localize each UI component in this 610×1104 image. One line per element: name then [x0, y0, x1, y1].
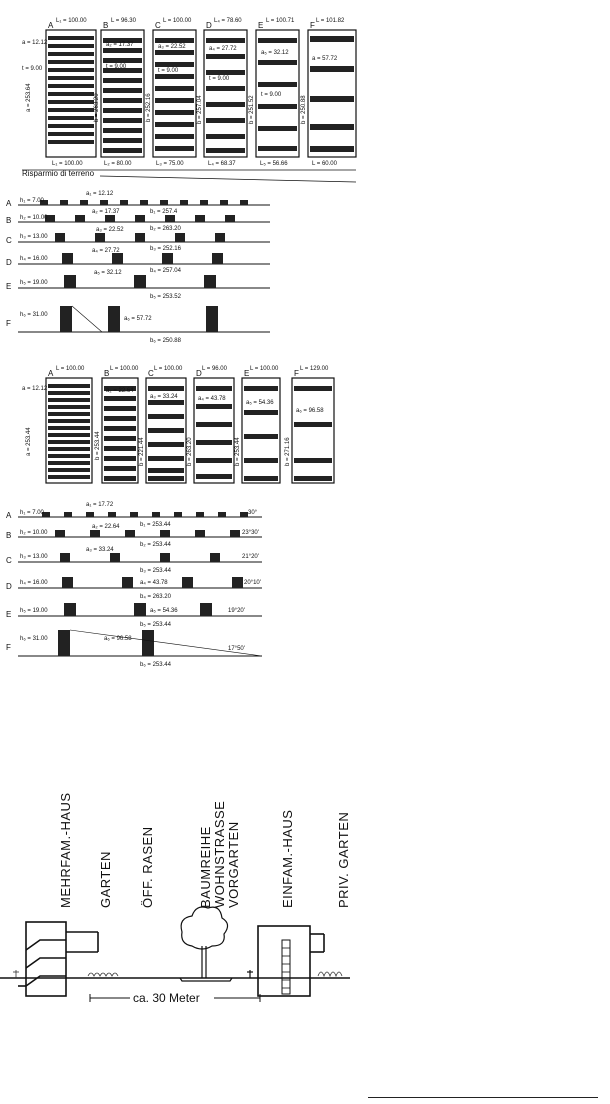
total-label: b = 253.44	[235, 437, 241, 466]
row-letter: C	[6, 236, 12, 245]
label-priv-garten: PRIV. GARTEN	[336, 811, 351, 908]
angle-label: 23°30'	[242, 530, 259, 536]
slab-rows	[103, 38, 142, 153]
spacing-label: a₃ = 22.52	[96, 227, 124, 233]
row-letter: F	[6, 643, 11, 652]
section-row-f	[6, 306, 270, 344]
spacing-label: a₅ = 32.12	[94, 270, 122, 276]
angle-label: 21°20'	[242, 554, 259, 560]
length-label: L = 100.00	[163, 18, 192, 24]
spacing-label: a₅ = 54.36	[150, 608, 178, 614]
length-label: b₃ = 253.44	[140, 568, 171, 574]
panel-letter: F	[294, 369, 299, 378]
plan-panel-a	[22, 18, 96, 167]
length-label: b₁ = 253.44	[140, 522, 171, 528]
panel-letter: B	[104, 369, 110, 378]
height-label: h₁ = 7.00	[20, 198, 44, 204]
length-label: L₁ = 100.00	[56, 18, 87, 24]
height-label: h₆ = 31.00	[20, 312, 48, 318]
label-wohnstrasse: WOHNSTRASSE	[212, 800, 227, 908]
section-row-a	[6, 191, 270, 215]
section-row-c	[6, 547, 262, 574]
panel-letter: A	[48, 21, 54, 30]
spacing-label: t = 9.00	[106, 64, 127, 70]
caption: Risparmio di terreno	[22, 169, 95, 178]
section-row-e	[6, 270, 270, 300]
depth-label: a₆ = 96.58	[296, 408, 324, 414]
row-letter: C	[6, 556, 12, 565]
label-garten: GARTEN	[98, 851, 113, 908]
length-label: L = 129.00	[300, 366, 329, 372]
spacing-label: a₆ = 96.58	[104, 636, 132, 642]
angle-label: 30°	[248, 510, 258, 516]
bottom-length: L₂ = 80.00	[104, 161, 132, 167]
sections-group-2	[6, 502, 262, 668]
total-label: b = 263.20	[94, 93, 100, 122]
spacing-label: a₁ = 12.12	[86, 191, 114, 197]
length-label: L = 96.00	[202, 366, 227, 372]
height-label: h₂ = 10.00	[20, 215, 48, 221]
total-label: b = 253.44	[95, 431, 101, 460]
section-row-c	[6, 227, 270, 252]
spacing-label: a₂ = 22.64	[92, 524, 120, 530]
plans-group-2	[22, 366, 334, 483]
length-label: L = 100.00	[56, 366, 85, 372]
height-label: h₃ = 13.00	[20, 234, 48, 240]
length-label: b₅ = 253.44	[140, 622, 171, 628]
total-label: b = 257.04	[197, 95, 203, 124]
height-label: h₂ = 10.00	[20, 530, 48, 536]
depth-label: a₄ = 27.72	[209, 46, 237, 52]
distance-label: ca. 30 Meter	[133, 991, 200, 1005]
bottom-length: L₅ = 56.66	[260, 161, 288, 167]
sections-group-1	[6, 191, 270, 344]
panel-letter: C	[155, 21, 161, 30]
depth-label: a₄ = 43.78	[198, 396, 226, 402]
label-mehrfam-haus: MEHRFAM.-HAUS	[58, 792, 73, 908]
depth-label: a₃ = 33.24	[150, 394, 178, 400]
panel-letter: C	[148, 369, 154, 378]
label-baumreihe: BAUMREIHE	[198, 826, 213, 908]
height-label: h₅ = 19.00	[20, 608, 48, 614]
row-letter: B	[6, 216, 12, 225]
length-label: b₂ = 263.20	[150, 226, 181, 232]
spacing-label: t = 9.00	[158, 68, 179, 74]
slab-rows	[155, 38, 194, 151]
section-row-d	[6, 577, 262, 600]
total-label: a = 253.44	[26, 427, 32, 456]
depth-label: a = 12.12	[22, 40, 48, 46]
section-row-d	[6, 248, 270, 274]
length-label: b₅ = 253.52	[150, 294, 181, 300]
height-label: h₁ = 7.00	[20, 510, 44, 516]
street-curb-icon	[180, 970, 253, 981]
slab-rows	[48, 36, 94, 144]
bottom-length: L = 60.00	[312, 161, 337, 167]
spacing-label: a₂ = 17.37	[92, 209, 120, 215]
row-letter: E	[6, 610, 12, 619]
street-section	[0, 792, 351, 1005]
label-oeff-rasen: ÖFF. RASEN	[140, 826, 155, 908]
multi-family-house-icon	[18, 922, 98, 996]
panel-letter: D	[196, 369, 202, 378]
panel-letter: E	[258, 21, 264, 30]
length-label: L = 100.00	[110, 366, 139, 372]
section-row-a	[6, 502, 262, 528]
angle-label: 19°20'	[228, 608, 245, 614]
total-label: b = 252.16	[146, 93, 152, 122]
row-letter: A	[6, 511, 12, 520]
angle-label: 20°10'	[244, 580, 261, 586]
plan-panel-e	[249, 18, 299, 167]
plan-panel-c	[139, 366, 186, 483]
length-label: b₆ = 250.88	[150, 338, 181, 344]
length-label: b₄ = 263.20	[140, 594, 171, 600]
plan-panel-d	[197, 18, 247, 167]
angle-label: 17°50'	[228, 646, 245, 652]
section-row-b	[6, 209, 270, 232]
plan-panel-b	[95, 366, 139, 483]
plan-panel-e	[235, 366, 280, 483]
label-einfam-haus: EINFAM.-HAUS	[280, 809, 295, 908]
depth-label: a = 57.72	[312, 56, 338, 62]
panel-letter: F	[310, 21, 315, 30]
panel-letter: A	[48, 369, 54, 378]
spacing-label: a₁ = 17.72	[86, 502, 114, 508]
total-label: b = 271.16	[285, 437, 291, 466]
spacing-label: a₆ = 57.72	[124, 316, 152, 322]
height-label: h₄ = 16.00	[20, 256, 48, 262]
length-label: b₆ = 253.44	[140, 662, 171, 668]
depth-label: a₃ = 22.52	[158, 44, 186, 50]
length-label: L = 100.71	[266, 18, 295, 24]
private-garden-icon	[318, 972, 342, 976]
plans-group-1	[22, 18, 356, 182]
length-label: b₄ = 257.04	[150, 268, 181, 274]
plan-panel-d	[187, 366, 234, 483]
length-label: L = 96.30	[111, 18, 136, 24]
depth-label: a₂ = 17.37	[106, 42, 134, 48]
plan-panel-a	[22, 366, 92, 483]
bottom-length: L₃ = 75.00	[156, 161, 184, 167]
spacing-label: t = 9.00	[209, 76, 230, 82]
spacing-label: t = 9.00	[261, 92, 282, 98]
height-label: h₅ = 19.00	[20, 280, 48, 286]
tree-icon	[181, 907, 227, 978]
length-label: L = 101.82	[316, 18, 345, 24]
spacing-label: a₄ = 43.78	[140, 580, 168, 586]
depth-label: a₅ = 32.12	[261, 50, 289, 56]
plan-panel-f	[301, 18, 356, 167]
panel-letter: E	[244, 369, 250, 378]
height-label: h₃ = 13.00	[20, 554, 48, 560]
single-family-house-icon	[258, 926, 324, 996]
bottom-length: L₄ = 68.37	[208, 161, 236, 167]
length-label: b₂ = 253.44	[140, 542, 171, 548]
plan-panel-f	[285, 366, 334, 483]
height-label: h₄ = 16.00	[20, 580, 48, 586]
slab-rows	[206, 38, 245, 153]
panel-letter: D	[206, 21, 212, 30]
row-letter: D	[6, 258, 12, 267]
row-letter: D	[6, 582, 12, 591]
label-vorgarten: VORGARTEN	[226, 821, 241, 908]
length-label: L = 100.00	[250, 366, 279, 372]
panel-letter: B	[103, 21, 109, 30]
section-row-f	[6, 630, 262, 668]
height-label: h₆ = 31.00	[20, 636, 48, 642]
row-letter: F	[6, 319, 11, 328]
footnote-divider	[368, 1097, 598, 1098]
spacing-label: a₃ = 33.24	[86, 547, 114, 553]
row-letter: E	[6, 282, 12, 291]
plan-panel-b	[94, 18, 144, 167]
bottom-length: L₁ = 100.00	[52, 161, 83, 167]
row-letter: B	[6, 531, 12, 540]
dimension-line	[100, 176, 356, 182]
plan-panel-c	[146, 18, 196, 167]
spacing-label: a₄ = 27.72	[92, 248, 120, 254]
total-label: b = 263.20	[187, 437, 193, 466]
row-letter: A	[6, 199, 12, 208]
length-label: L = 100.00	[154, 366, 183, 372]
length-label: L₄ = 78.60	[214, 18, 242, 24]
total-label: b = 221.44	[139, 437, 145, 466]
total-label: b = 250.88	[301, 95, 307, 124]
spacing-label: t = 9.00	[22, 66, 43, 72]
slab-rows	[310, 36, 354, 152]
depth-label: a₅ = 54.36	[246, 400, 274, 406]
length-label: b₁ = 257.4	[150, 209, 178, 215]
total-label: a = 253.64	[26, 83, 32, 112]
length-label: b₃ = 252.16	[150, 246, 181, 252]
section-row-b	[6, 524, 262, 548]
section-row-e	[6, 603, 262, 628]
depth-label: a₂ = 22.64	[106, 388, 134, 394]
depth-label: a = 12.12	[22, 386, 48, 392]
total-label: b = 251.52	[249, 95, 255, 124]
